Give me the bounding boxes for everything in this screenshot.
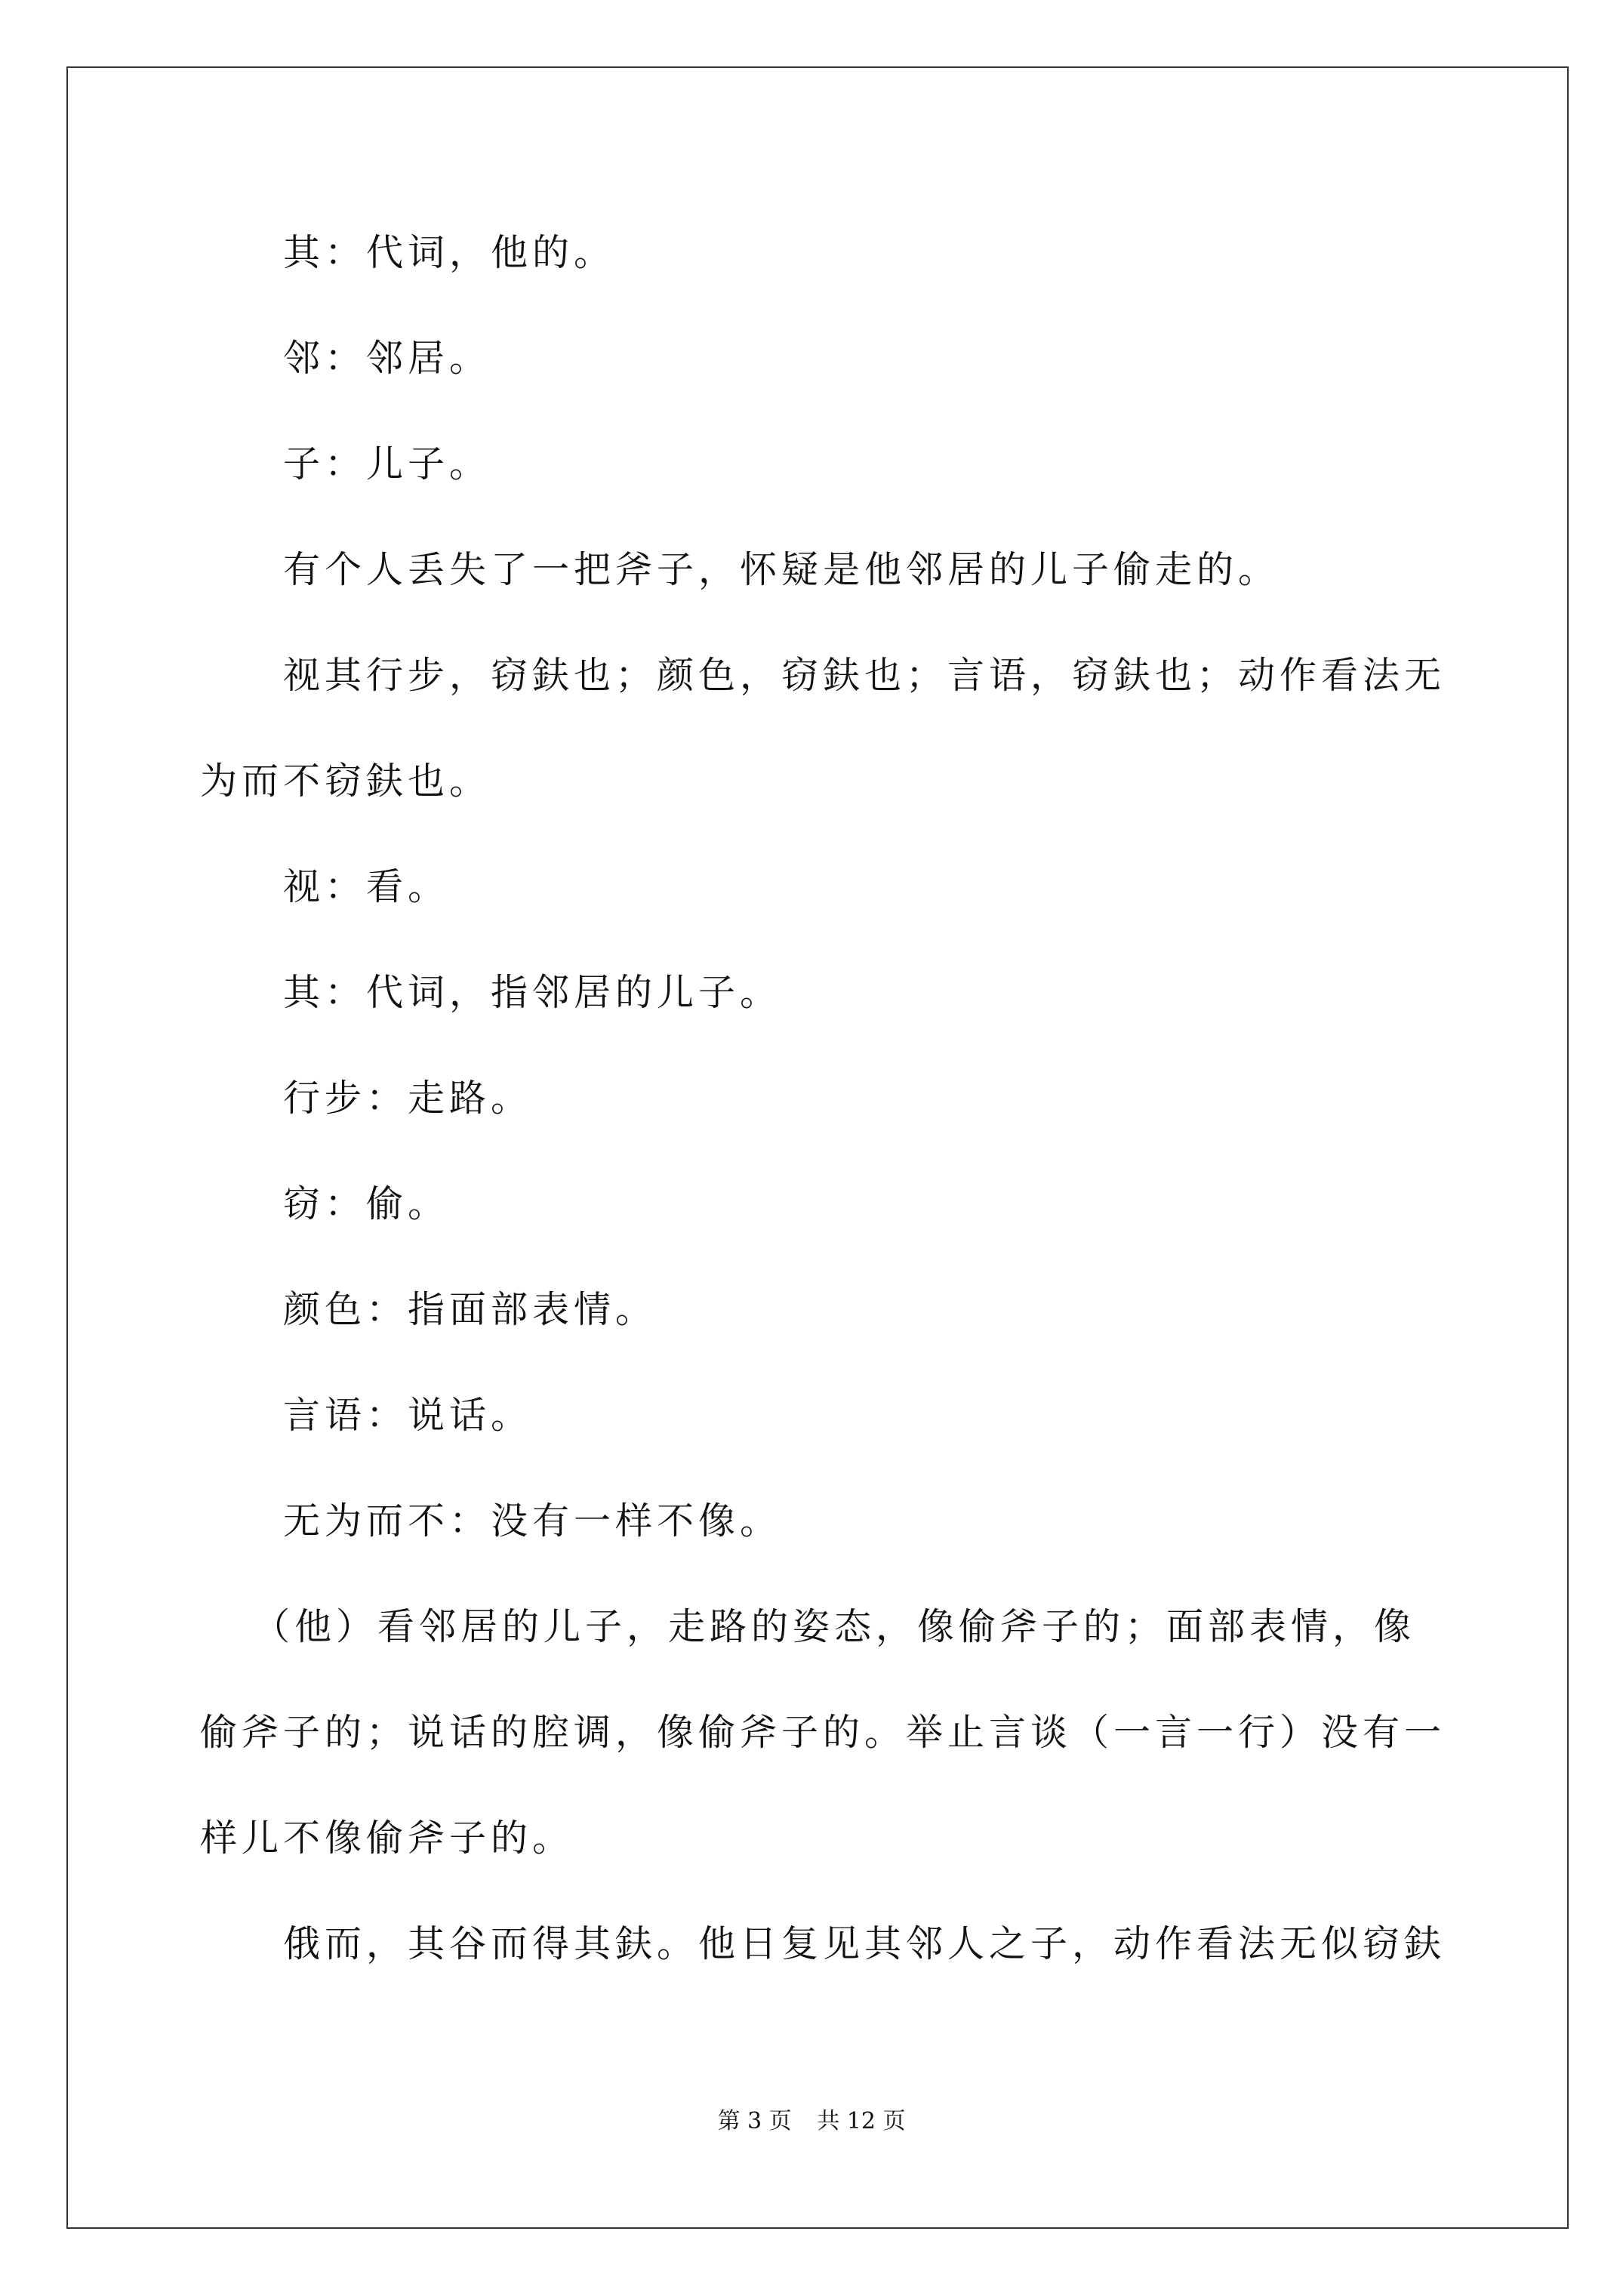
paragraph-line: 其：代词，指邻居的儿子。 xyxy=(283,971,782,1014)
paragraph-line: （他）看邻居的儿子，走路的姿态，像偷斧子的；面部表情，像 xyxy=(253,1605,1416,1648)
page-footer xyxy=(0,2106,1623,2137)
paragraph-line: 视：看。 xyxy=(283,865,450,908)
paragraph-line: 行步：走路。 xyxy=(283,1077,533,1120)
paragraph-line: 为而不窃鈇也。 xyxy=(200,760,491,803)
page-border xyxy=(66,66,1569,2229)
paragraph-line: 其：代词，他的。 xyxy=(283,231,616,274)
paragraph-line: 样儿不像偷斧子的。 xyxy=(200,1817,574,1860)
paragraph-line: 窃：偷。 xyxy=(283,1182,450,1225)
paragraph-line: 偷斧子的；说话的腔调，像偷斧子的。举止言谈（一言一行）没有一 xyxy=(200,1711,1446,1754)
paragraph-line: 俄而，其谷而得其鈇。他日复见其邻人之子，动作看法无似窃鈇 xyxy=(283,1922,1446,1965)
paragraph-line: 有个人丢失了一把斧子，怀疑是他邻居的儿子偷走的。 xyxy=(283,548,1280,591)
paragraph-line: 无为而不：没有一样不像。 xyxy=(283,1499,782,1542)
paragraph-line: 颜色：指面部表情。 xyxy=(283,1288,658,1331)
paragraph-line: 视其行步，窃鈇也；颜色，窃鈇也；言语，窃鈇也；动作看法无 xyxy=(283,654,1446,697)
paragraph-line: 邻：邻居。 xyxy=(283,337,491,380)
paragraph-line: 言语：说话。 xyxy=(283,1394,533,1437)
paragraph-line: 子：儿子。 xyxy=(283,442,491,485)
page-number: 第 3 页 xyxy=(717,2108,792,2134)
page-total: 共 12 页 xyxy=(817,2108,906,2134)
